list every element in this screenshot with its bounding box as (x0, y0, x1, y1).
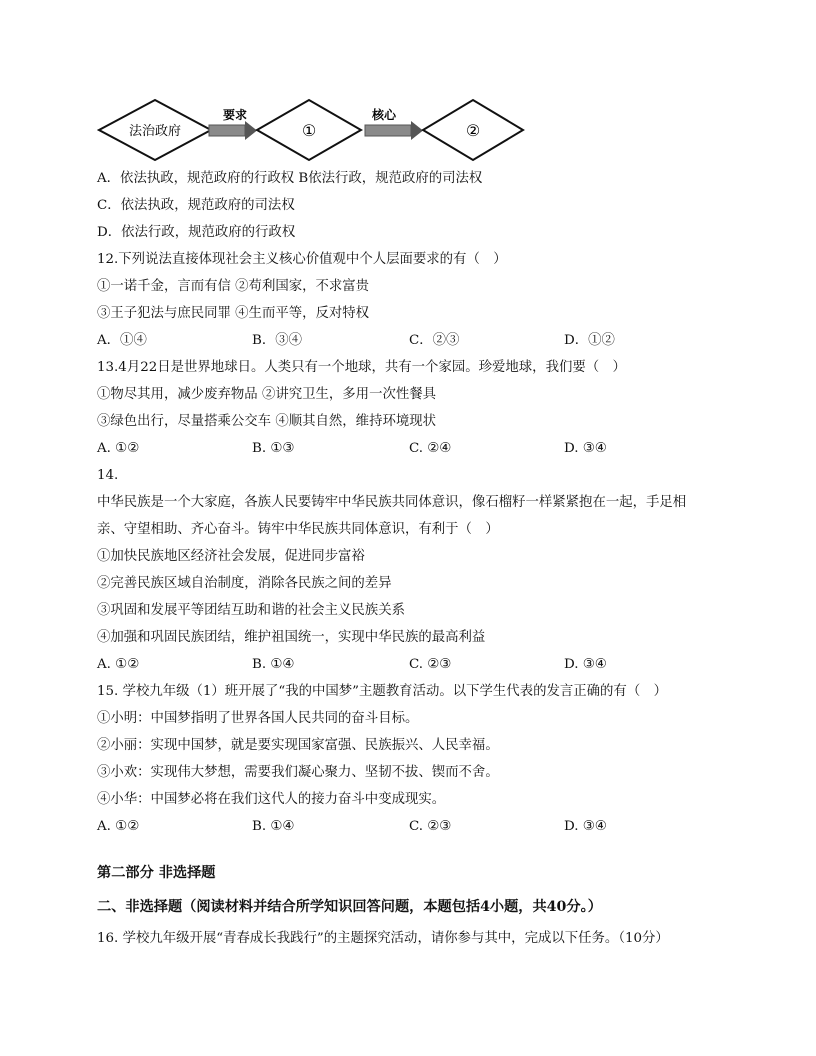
q12-option-b: B．③④ (252, 333, 303, 348)
q14-option-c: C. ②③ (409, 657, 452, 672)
q14-statement-3: ③巩固和发展平等团结互助和谐的社会主义民族关系 (97, 603, 405, 618)
arrow-core-head (411, 121, 423, 140)
q13-option-c: C. ②④ (409, 441, 452, 456)
arrow-core-label: 核心 (372, 108, 397, 122)
q16-stem: 16. 学校九年级开展“青春成长我践行”的主题探究活动，请你参与其中，完成以下任务。（10分） (97, 931, 669, 946)
q14-statement-1: ①加快民族地区经济社会发展，促进同步富裕 (97, 549, 365, 564)
arrow-requirement-head (245, 121, 257, 140)
q13-option-d: D. ③④ (564, 441, 607, 456)
q12-option-a: A．①④ (97, 333, 147, 348)
arrow-requirement-label: 要求 (223, 108, 248, 122)
part2-title: 第二部分 非选择题 (97, 865, 216, 881)
q15-option-a: A. ①② (97, 819, 140, 834)
q12-stem: 12.下列说法直接体现社会主义核心价值观中个人层面要求的有（ ） (97, 252, 507, 267)
q12-option-d: D．①② (564, 333, 615, 348)
q15-stem: 15. 学校九年级（1）班开展了“我的中国梦”主题教育活动。以下学生代表的发言正确的有（ ） (97, 684, 667, 699)
arrow-requirement-shaft (209, 125, 245, 136)
q13-option-a: A. ①② (97, 441, 140, 456)
q12-option-c: C．②③ (409, 333, 460, 348)
q11-option-a-b: A．依法执政，规范政府的行政权 B依法行政，规范政府的司法权 (97, 171, 483, 186)
diamond-blank-1-label: ① (301, 121, 317, 140)
q14-statement-4: ④加强和巩固民族团结，维护祖国统一，实现中华民族的最高利益 (97, 630, 486, 645)
q11-option-d: D．依法行政，规范政府的行政权 (97, 225, 296, 240)
law-government-diagram (97, 98, 527, 162)
q13-statement-1: ①物尽其用，减少废弃物品 ②讲究卫生，多用一次性餐具 (97, 387, 437, 402)
q15-statement-2: ②小丽：实现中国梦，就是要实现国家富强、民族振兴、人民幸福。 (97, 738, 499, 753)
q14-statement-2: ②完善民族区域自治制度，消除各民族之间的差异 (97, 576, 392, 591)
arrow-core-shaft (365, 125, 411, 136)
q13-stem: 13.4月22日是世界地球日。人类只有一个地球，共有一个家园。珍爱地球，我们要（ ） (97, 360, 626, 375)
q15-statement-3: ③小欢：实现伟大梦想，需要我们凝心聚力、坚韧不拔、锲而不舍。 (97, 765, 499, 780)
q12-statement-1: ①一诺千金，言而有信 ②苟利国家，不求富贵 (97, 279, 370, 294)
q15-option-d: D. ③④ (564, 819, 607, 834)
q15-option-b: B. ①④ (252, 819, 295, 834)
part2-section-heading: 二、非选择题（阅读材料并结合所学知识回答问题，本题包括4小题，共40分。） (97, 899, 602, 915)
diamond-blank-2-label: ② (465, 121, 481, 140)
q12-statement-2: ③王子犯法与庶民同罪 ④生而平等，反对特权 (97, 306, 370, 321)
q14-option-b: B. ①④ (252, 657, 295, 672)
diamond-law-government-label: 法治政府 (128, 124, 182, 139)
q13-statement-2: ③绿色出行，尽量搭乘公交车 ④顺其自然，维持环境现状 (97, 414, 437, 429)
q15-option-c: C. ②③ (409, 819, 452, 834)
q14-option-d: D. ③④ (564, 657, 607, 672)
q14-stem-line-2: 亲、守望相助、齐心奋斗。铸牢中华民族共同体意识，有利于（ ） (97, 522, 499, 537)
q14-stem-line-1: 中华民族是一个大家庭，各族人民要铸牢中华民族共同体意识，像石榴籽一样紧紧抱在一起，手足相 (97, 495, 687, 510)
q13-option-b: B. ①③ (252, 441, 295, 456)
q14-option-a: A. ①② (97, 657, 140, 672)
q14-number: 14. (97, 468, 119, 483)
q15-statement-1: ①小明：中国梦指明了世界各国人民共同的奋斗目标。 (97, 711, 419, 726)
q11-option-c: C．依法执政，规范政府的司法权 (97, 198, 295, 213)
q15-statement-4: ④小华：中国梦必将在我们这代人的接力奋斗中变成现实。 (97, 792, 446, 807)
